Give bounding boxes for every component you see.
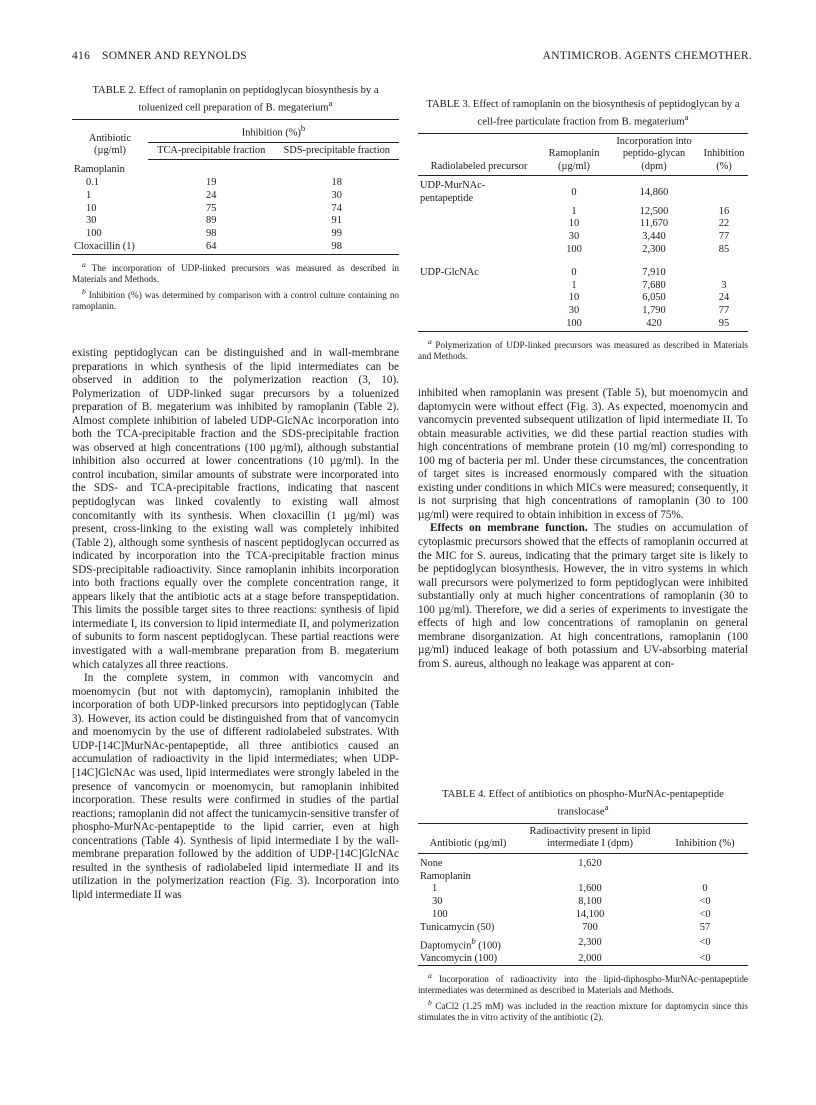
table3-footnote-a: $^a$ Polymerization of UDP-linked precursors was measured as described in Materials and Methods. <box>418 336 748 361</box>
table3-col-precursor: Radiolabeled precursor <box>418 133 540 176</box>
table-row: 1 24 30 <box>86 189 342 201</box>
table-row: 100 98 99 <box>86 228 342 240</box>
table3-col-incorporation: Incorporation into peptido-glycan (dpm) <box>608 133 700 176</box>
left-body-text <box>72 347 399 902</box>
left-paragraph-2: In the complete system, in common with vancomycin and moenomycin (but not with daptomycin), ramoplanin inhibited the incorporation of both UDP-linked precursors into peptidoglycan (Table 3). However, its action could be distinguished from that of vancomycin and moenomycin by the use of different radiolabeled substrates. With UDP-[14C]MurNAc-pentapeptide, all three antibiotics caused an accumulation of radioactivity in the lipid intermediates; when UDP-[14C]GlcNAc was used, lipid intermediates were strongly labeled in the presence of vancomycin or moenomycin, but ramoplanin inhibited incorporation. These results were confirmed in studies of the partial reactions; ramoplanin did not affect the tunicamycin-sensitive transfer of phospho-MurNAc-pentapeptide to the lipid carrier, even at high concentrations (Table 4). Synthesis of lipid intermediate I by the wall-membrane preparation followed by the addition of UDP-[14C]GlcNAc resulted in the synthesis of radiolabeled lipid intermediate II and its utilization in the polymerization reaction (Fig. 3). Incorporation into lipid intermediate II was <box>72 672 399 901</box>
table-row: 30 8,100 <0 <box>432 896 711 908</box>
table4 <box>418 823 748 967</box>
table2-col-sds: SDS-precipitable fraction <box>274 142 399 160</box>
page-number: 416 <box>72 50 91 62</box>
table3-block <box>418 98 748 363</box>
table3-col-inhibition: Inhibition (%) <box>700 133 748 176</box>
table-row: Cloxacillin (1) 64 98 <box>72 241 399 254</box>
table-row: 1 7,680 3 <box>571 279 727 291</box>
table4-footnotes <box>418 970 748 1023</box>
table-row: 10 75 74 <box>86 202 342 214</box>
table-row: Tunicamycin (50) 700 57 <box>420 921 711 933</box>
left-paragraph-1: existing peptidoglycan can be distinguished and in wall-membrane preparations in which synthesis of the lipid intermediates can be observed in addition to the polymerization reaction (3, 10). Polymerization of UDP-linked sugar precursors by a toluenized preparation of B. megaterium was inhibited by ramoplanin (Table 2). Almost complete inhibition of labeled UDP-GlcNAc incorporation into both the TCA-precipitable fraction and the SDS-precipitable fraction was observed at high concentrations (100 µg/ml), although substantial inhibition also occurred at lower concentrations (10 µg/ml). In the control incubation, similar amounts of substrate were incorporated into the SDS- and TCA-precipitable fractions, indicating that nascent peptidoglycan was linked covalently to existing wall almost concomitantly with its synthesis. When cloxacillin (1 µg/ml) was present, cross-linking to the existing wall was completely inhibited (Table 2), although some synthesis of nascent peptidoglycan occurred as indicated by incorporation into the TCA-precipitable fraction minus SDS-precipitable radioactivity. Since ramoplanin inhibits incorporation into both fractions equally over the complete concentration range, it appears likely that the antibiotic acts at a stage before transpeptidation. This limits the possible target sites to three reactions: synthesis of lipid intermediate I, its conversion to lipid intermediate II, and polymerization of subunits to form nascent peptidoglycan. These partial reactions were investigated with a wall-membrane preparation from B. megaterium which catalyzes all three reactions. <box>72 347 399 671</box>
table-row: None 1,620 <box>420 857 602 869</box>
running-header <box>72 50 752 66</box>
table-row: 100 2,300 85 <box>566 243 730 255</box>
table4-group-row: Ramoplanin <box>420 870 471 882</box>
right-paragraph-2: Effects on membrane function. The studies on accumulation of cytoplasmic precursors showed that the effects of ramoplanin occurred at the MIC for S. aureus, indicating that the primary target site is likely to be peptidoglycan biosynthesis. However, the in vitro systems in which wall precursors were polymerized to form peptidoglycan were inhibited substantially only at much higher concentrations of ramoplanin (30 to 100 µg/ml). Therefore, we did a series of experiments to investigate the effects of high and low concentrations of ramoplanin on general membrane disorganization. At high concentrations, ramoplanin (100 µg/ml) induced leakage of both potassium and UV-absorbing material from S. aureus, although no leakage was apparent at con- <box>418 522 748 670</box>
section-heading-membrane: Effects on membrane function. <box>430 522 588 535</box>
table-row: 30 1,790 77 <box>568 305 730 317</box>
right-body-text <box>418 387 748 671</box>
table2-block <box>72 84 399 313</box>
table-row: Daptomycin$^b$ (100) 2,300 <0 <box>420 935 711 951</box>
table4-footnote-a: $^a$ Incorporation of radioactivity into the lipid-diphospho-MurNAc-pentapeptide intermediates was determined as described in Materials and Methods. <box>418 971 748 996</box>
table2-col-inhibition: Inhibition (%)$^b$ <box>148 119 399 142</box>
table-row: 10 11,670 22 <box>568 218 730 230</box>
running-authors: SOMNER AND REYNOLDS <box>102 50 247 62</box>
table3-footnotes <box>418 336 748 362</box>
table4-col-inhibition: Inhibition (%) <box>662 823 748 853</box>
table-row: 100 14,100 <0 <box>432 909 711 920</box>
table4-footnote-b: $^b$ CaCl2 (1.25 mM) was included in the reaction mixture for daptomycin since this stimulates the in vitro activity of the antibiotic (2). <box>418 998 748 1023</box>
table-row: 30 89 91 <box>86 215 342 227</box>
table4-caption: TABLE 4. Effect of antibiotics on phospho-MurNAc-pentapeptide translocase$^a$ <box>442 789 724 818</box>
table2-group-row: Ramoplanin <box>74 164 125 176</box>
table4-col-radioactivity: Radioactivity present in lipid intermediate I (dpm) <box>518 823 662 853</box>
table-row: 10 6,050 24 <box>568 292 730 304</box>
table4-block <box>418 788 748 1024</box>
table-row: UDP-MurNAc-pentapeptide 0 14,860 <box>420 180 669 204</box>
table4-col-antibiotic: Antibiotic (µg/ml) <box>418 823 518 853</box>
table2-col-tca: TCA-precipitable fraction <box>148 142 274 160</box>
table2-caption: TABLE 2. Effect of ramoplanin on peptidoglycan biosynthesis by a toluenized cell preparation of B. megaterium$^a$ <box>92 85 379 114</box>
table-row: UDP-GlcNAc 0 7,910 <box>420 266 666 278</box>
table3-caption: TABLE 3. Effect of ramoplanin on the biosynthesis of peptidoglycan by a cell-free particulate fraction from B. megaterium$^a$ <box>426 99 740 128</box>
table3 <box>418 133 748 332</box>
table-row: 30 3,440 77 <box>568 231 730 243</box>
table2 <box>72 119 399 255</box>
table3-col-ramoplanin: Ramoplanin (µg/ml) <box>540 133 608 176</box>
table-row: 100 420 95 <box>418 318 748 331</box>
table-row: Vancomycin (100) 2,000 <0 <box>418 953 748 966</box>
table-row: 0.1 19 18 <box>86 177 342 189</box>
table-row: 1 12,500 16 <box>571 205 730 217</box>
table2-footnote-b: $^b$ Inhibition (%) was determined by comparison with a control culture containing no ramoplanin. <box>72 286 400 311</box>
right-paragraph-1: inhibited when ramoplanin was present (Table 5), but moenomycin and daptomycin were without effect (Fig. 3). As expected, moenomycin and vancomycin prevented subsequent utilization of lipid intermediate II. To obtain measurable activities, we did these partial reaction studies with high concentrations of membrane protein (10 mg/ml) corresponding to 100 mg of bacteria per ml. Under these circumstances, the concentration of target sites is increased enormously compared with the situation existing under conditions in which MICs were measured; consequently, it is not surprising that high concentrations of ramoplanin (30 to 100 µg/ml) were required to obtain inhibition in excess of 75%. <box>418 387 748 521</box>
table2-footnote-a: $^a$ The incorporation of UDP-linked precursors was measured as described in Materials and Methods. <box>72 259 399 284</box>
table2-col-antibiotic: Antibiotic (µg/ml) <box>72 119 148 160</box>
running-journal: ANTIMICROB. AGENTS CHEMOTHER. <box>542 50 752 62</box>
table-row: 1 1,600 0 <box>432 883 708 895</box>
table2-footnotes <box>72 259 399 312</box>
